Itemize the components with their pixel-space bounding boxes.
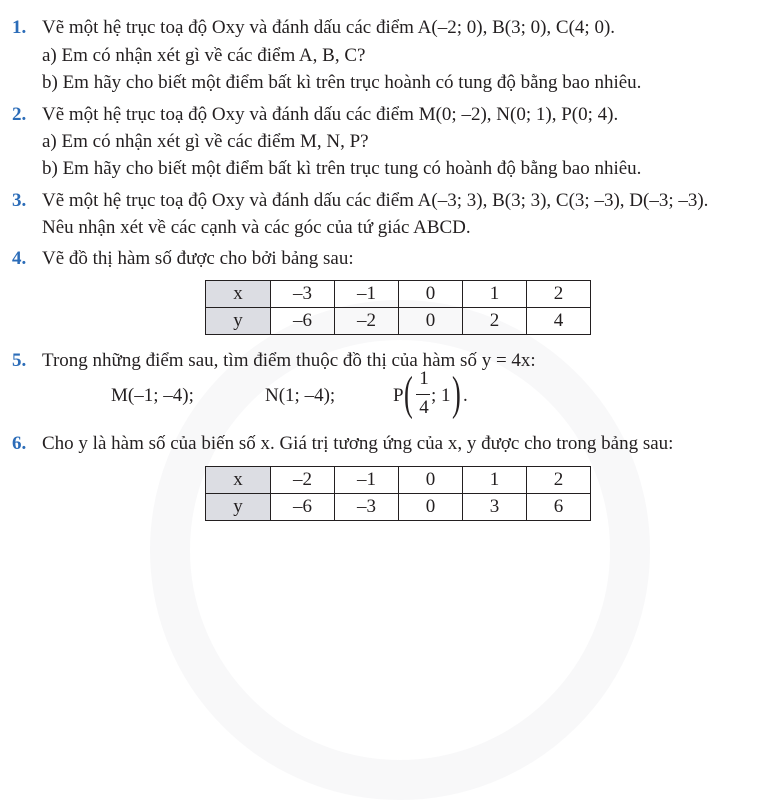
table-cell: –3 [271, 281, 335, 308]
table-cell: 6 [527, 494, 591, 521]
table-cell: 0 [399, 467, 463, 494]
table-cell: 1 [463, 281, 527, 308]
exercise-6-number: 6. [12, 433, 27, 454]
exercise-5-number: 5. [12, 350, 27, 371]
exercise-3-number: 3. [12, 190, 27, 211]
exercise-2-number: 2. [12, 104, 27, 125]
table-cell: –2 [335, 308, 399, 335]
exercise-3-text-2: Nêu nhận xét về các cạnh và các góc của tứ giác ABCD. [42, 217, 471, 238]
exercise-4-table [205, 280, 591, 335]
table-row-x [206, 467, 591, 494]
fraction-numerator: 1 [419, 368, 429, 389]
point-m: M(–1; –4); [111, 385, 194, 406]
table-cell: –1 [335, 281, 399, 308]
watermark-logo [150, 300, 650, 800]
table-row-x [206, 281, 591, 308]
exercise-1-part-b: b) Em hãy cho biết một điểm bất kì trên trục hoành có tung độ bằng bao nhiêu. [42, 72, 642, 93]
table-row-y [206, 308, 591, 335]
table-cell: 2 [527, 281, 591, 308]
table-cell: –6 [271, 494, 335, 521]
table-header-y: y [206, 308, 271, 335]
exercise-6-table [205, 466, 591, 521]
table-cell: 1 [463, 467, 527, 494]
table-cell: 4 [527, 308, 591, 335]
exercise-1-number: 1. [12, 17, 27, 38]
table-header-x: x [206, 467, 271, 494]
exercise-2-part-b: b) Em hãy cho biết một điểm bất kì trên trục tung có hoành độ bằng bao nhiêu. [42, 158, 642, 179]
table-cell: 0 [399, 308, 463, 335]
point-p-rest: ; 1 [431, 385, 451, 406]
exercise-2-part-a: a) Em có nhận xét gì về các điểm M, N, P? [42, 131, 369, 152]
table-header-y: y [206, 494, 271, 521]
table-cell: –6 [271, 308, 335, 335]
exercise-3-text: Vẽ một hệ trục toạ độ Oxy và đánh dấu các điểm A(–3; 3), B(3; 3), C(3; –3), D(–3; –3). [42, 190, 709, 211]
table-cell: –1 [335, 467, 399, 494]
table-cell: 2 [463, 308, 527, 335]
exercise-1-text: Vẽ một hệ trục toạ độ Oxy và đánh dấu các điểm A(–2; 0), B(3; 0), C(4; 0). [42, 17, 616, 38]
exercise-6-text: Cho y là hàm số của biến số x. Giá trị tương ứng của x, y được cho trong bảng sau: [42, 433, 674, 454]
exercise-4-text: Vẽ đồ thị hàm số được cho bởi bảng sau: [42, 248, 354, 269]
table-cell: 2 [527, 467, 591, 494]
exercise-5-text: Trong những điểm sau, tìm điểm thuộc đồ thị của hàm số y = 4x: [42, 350, 536, 371]
left-paren: ( [404, 367, 413, 420]
fraction-denominator: 4 [419, 397, 429, 418]
table-header-x: x [206, 281, 271, 308]
exercise-1-part-a: a) Em có nhận xét gì về các điểm A, B, C? [42, 45, 366, 66]
table-cell: 3 [463, 494, 527, 521]
point-p-name: P [393, 385, 404, 406]
point-p-end: . [463, 385, 468, 406]
fraction-bar [416, 394, 430, 395]
table-row-y [206, 494, 591, 521]
right-paren: ) [452, 367, 461, 420]
exercise-2-text: Vẽ một hệ trục toạ độ Oxy và đánh dấu các điểm M(0; –2), N(0; 1), P(0; 4). [42, 104, 619, 125]
exercise-4-number: 4. [12, 248, 27, 269]
table-cell: 0 [399, 281, 463, 308]
point-n: N(1; –4); [265, 385, 336, 406]
table-cell: –3 [335, 494, 399, 521]
table-cell: 0 [399, 494, 463, 521]
table-cell: –2 [271, 467, 335, 494]
